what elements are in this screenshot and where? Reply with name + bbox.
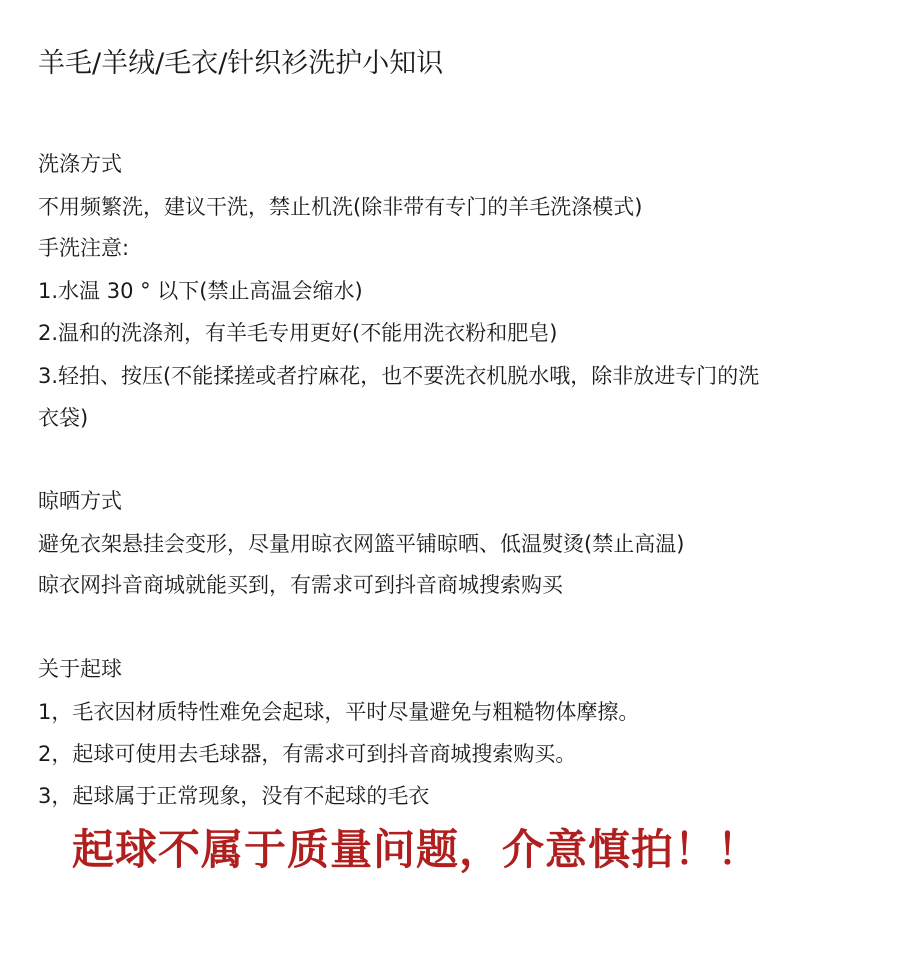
page-title: 羊毛/羊绒/毛衣/针织衫洗护小知识 (38, 48, 444, 79)
drying-heading: 晾晒方式 (38, 489, 122, 513)
hand-wash-heading: 手洗注意: (38, 236, 130, 260)
washing-item-3-continued: 衣袋) (38, 406, 89, 430)
washing-item-1: 1.水温 30 ° 以下(禁止高温会缩水) (38, 279, 363, 303)
drying-line-2: 晾衣网抖音商城就能买到，有需求可到抖音商城搜索购买 (38, 573, 563, 597)
pilling-item-2: 2，起球可使用去毛球器，有需求可到抖音商城搜索购买。 (38, 742, 577, 766)
pilling-item-1: 1，毛衣因材质特性难免会起球，平时尽量避免与粗糙物体摩擦。 (38, 700, 640, 724)
pilling-warning: 起球不属于质量问题，介意慎拍！！ (72, 825, 761, 874)
pilling-item-3: 3，起球属于正常现象，没有不起球的毛衣 (38, 784, 430, 808)
washing-intro: 不用频繁洗，建议干洗，禁止机洗(除非带有专门的羊毛洗涤模式) (38, 195, 643, 219)
washing-item-3: 3.轻拍、按压(不能揉搓或者拧麻花，也不要洗衣机脱水哦，除非放进专门的洗 (38, 364, 760, 388)
pilling-heading: 关于起球 (38, 657, 122, 681)
washing-heading: 洗涤方式 (38, 152, 122, 176)
washing-item-2: 2.温和的洗涤剂，有羊毛专用更好(不能用洗衣粉和肥皂) (38, 321, 558, 345)
drying-line-1: 避免衣架悬挂会变形，尽量用晾衣网篮平铺晾晒、低温熨烫(禁止高温) (38, 532, 685, 556)
